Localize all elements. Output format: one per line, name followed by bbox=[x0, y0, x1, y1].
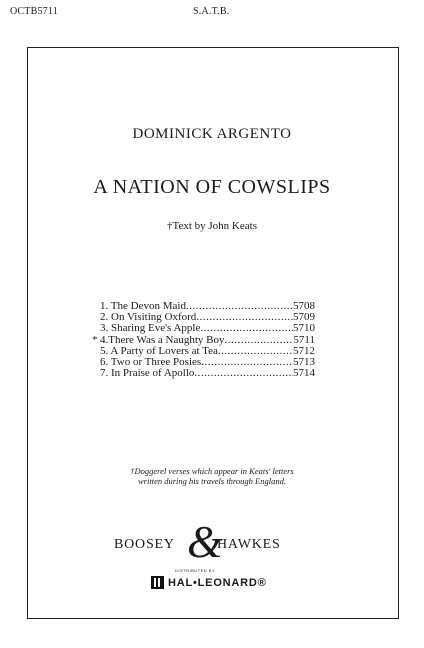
item-label: 7. In Praise of Apollo bbox=[100, 367, 195, 380]
contents-list bbox=[92, 300, 315, 380]
footnote bbox=[0, 466, 424, 486]
distributor-logo bbox=[151, 576, 267, 589]
dot-leader bbox=[186, 301, 293, 312]
publisher-name-left: BOOSEY bbox=[114, 537, 175, 552]
footnote-line: written during his travels through England. bbox=[138, 476, 286, 486]
dot-leader bbox=[224, 335, 293, 346]
voicing-label: S.A.T.B. bbox=[193, 6, 230, 17]
item-label: 3. Sharing Eve's Apple bbox=[100, 322, 201, 335]
item-label: 5. A Party of Lovers at Tea bbox=[100, 344, 218, 357]
item-code: 5714 bbox=[293, 367, 315, 380]
item-label: 1. The Devon Maid bbox=[100, 300, 186, 312]
item-label: 4.There Was a Naughty Boy bbox=[100, 333, 225, 346]
item-code: 5709 bbox=[293, 311, 315, 324]
item-code: 5710 bbox=[293, 322, 315, 335]
item-code: 5712 bbox=[293, 344, 315, 357]
footnote-line: †Doggerel verses which appear in Keats' letters bbox=[130, 466, 294, 476]
composer-name: DOMINICK ARGENTO bbox=[132, 126, 292, 142]
publisher-logo bbox=[114, 516, 314, 567]
dot-leader bbox=[200, 323, 293, 334]
list-item bbox=[100, 368, 315, 379]
dot-leader bbox=[218, 346, 293, 357]
dot-leader bbox=[196, 312, 293, 323]
work-title: A NATION OF COWSLIPS bbox=[93, 176, 331, 198]
distributed-by-label: DISTRIBUTED BY bbox=[175, 568, 216, 573]
item-code: 5713 bbox=[293, 356, 315, 369]
ampersand-mark: & bbox=[187, 516, 223, 567]
dot-leader bbox=[194, 368, 293, 379]
dot-leader bbox=[201, 357, 293, 368]
publisher-name-right: HAWKES bbox=[217, 537, 281, 552]
item-label: 2. On Visiting Oxford bbox=[100, 311, 197, 324]
item-code: 5708 bbox=[293, 300, 315, 312]
marker-star: * bbox=[92, 333, 98, 346]
item-label: 6. Two or Three Posies bbox=[100, 356, 202, 369]
distributor-name: HAL•LEONARD® bbox=[168, 576, 267, 589]
item-code: 5711 bbox=[293, 333, 315, 346]
list-item bbox=[100, 323, 315, 334]
catalog-code: OCTB5711 bbox=[10, 6, 58, 17]
text-credit: †Text by John Keats bbox=[167, 220, 257, 232]
hal-leonard-logo-icon bbox=[151, 576, 164, 589]
